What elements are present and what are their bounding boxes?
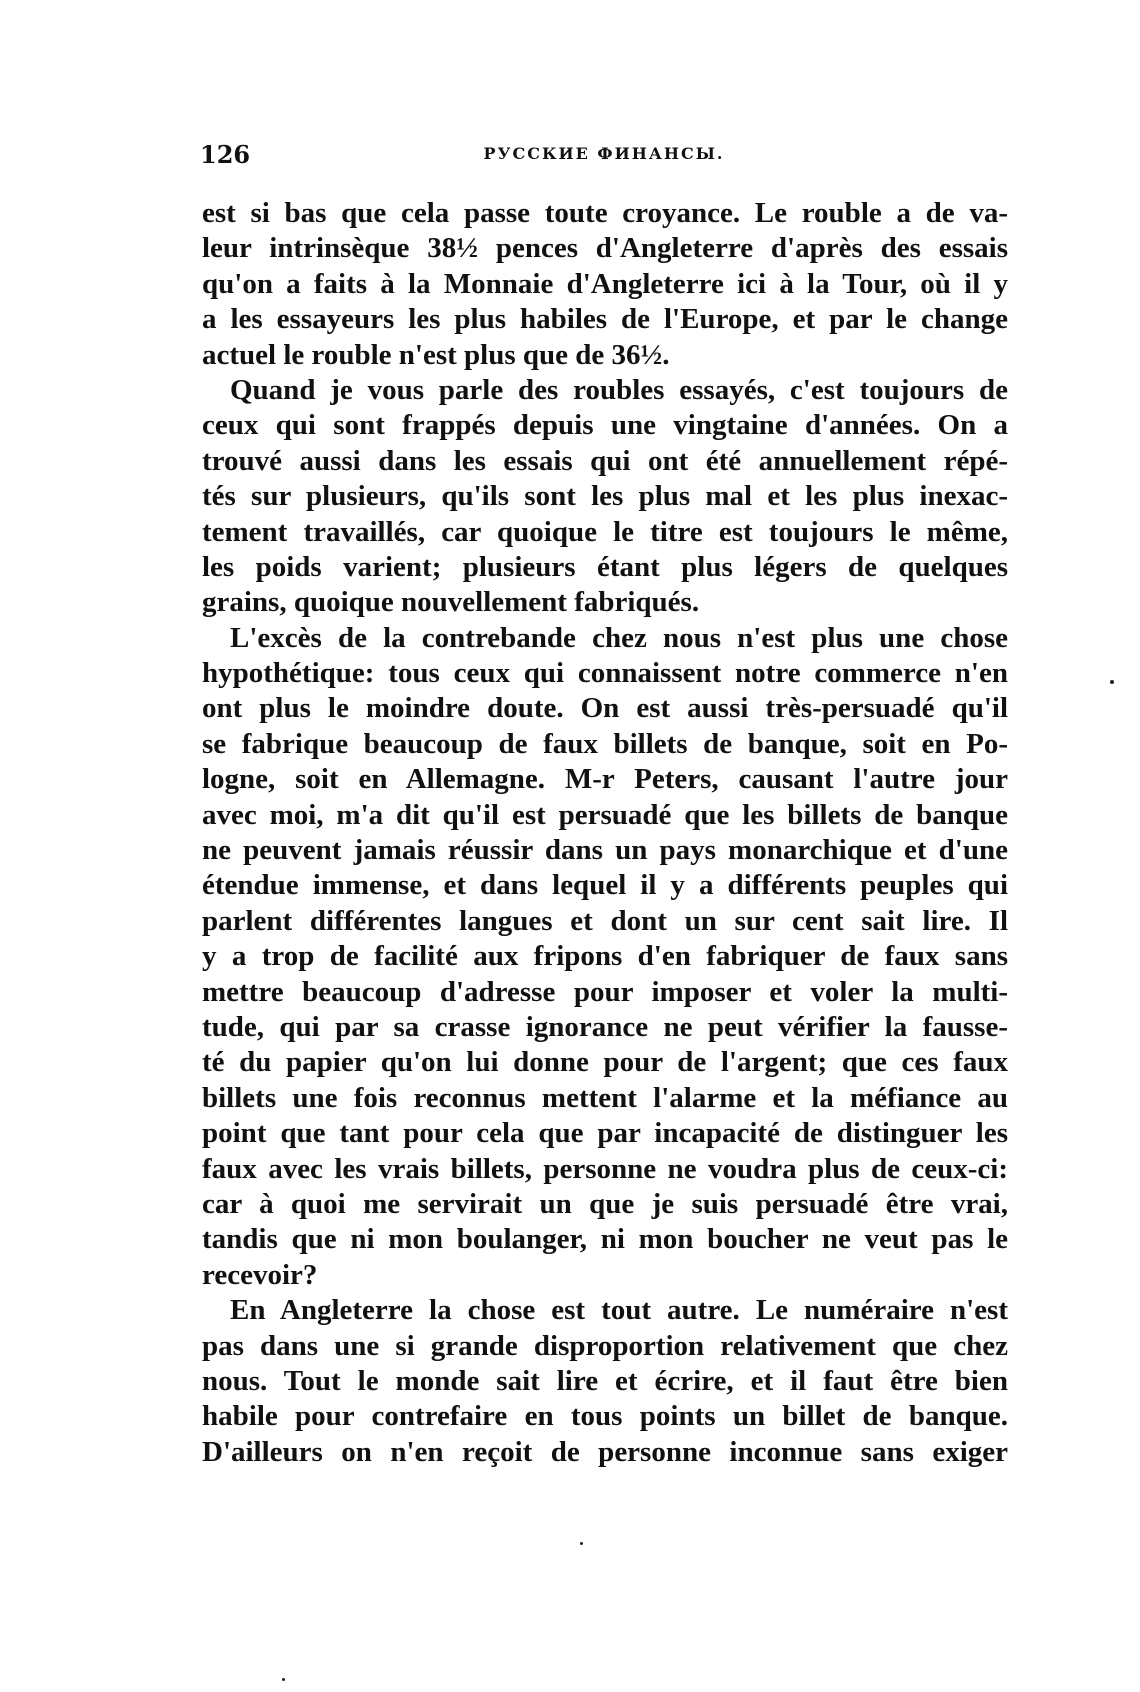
text-line: ceux qui sont frappés depuis une vingtaine d'années. On a	[202, 409, 1008, 442]
text-line: ont plus le moindre doute. On est aussi très-persuadé qu'il	[202, 692, 1008, 725]
text-line: tandis que ni mon boulanger, ni mon boucher ne veut pas le	[202, 1223, 1008, 1256]
text-line: habile pour contrefaire en tous points un billet de banque.	[202, 1400, 1008, 1433]
text-line: se fabrique beaucoup de faux billets de banque, soit en Po-	[202, 727, 1008, 760]
text-line: logne, soit en Allemagne. M-r Peters, causant l'autre jour	[202, 763, 1008, 796]
text-line: avec moi, m'a dit qu'il est persuadé que les billets de banque	[202, 798, 1008, 831]
text-line: trouvé aussi dans les essais qui ont été annuellement répé-	[202, 444, 1008, 477]
text-line: tement travaillés, car quoique le titre est toujours le même,	[202, 515, 1008, 548]
text-line: té du papier qu'on lui donne pour de l'argent; que ces faux	[202, 1046, 1008, 1079]
text-line: pas dans une si grande disproportion relativement que chez	[202, 1329, 1008, 1362]
scan-speck	[282, 1678, 285, 1681]
text-line: faux avec les vrais billets, personne ne voudra plus de ceux-ci:	[202, 1152, 1008, 1185]
text-line: Quand je vous parle des roubles essayés, c'est toujours de	[230, 373, 1008, 406]
text-line: hypothétique: tous ceux qui connaissent notre commerce n'en	[202, 657, 1008, 690]
text-line: actuel le rouble n'est plus que de 36½.	[202, 338, 670, 371]
text-line: est si bas que cela passe toute croyance. Le rouble a de va-	[202, 197, 1008, 229]
text-line: tude, qui par sa crasse ignorance ne peut vérifier la fausse-	[202, 1010, 1008, 1043]
text-line: tés sur plusieurs, qu'ils sont les plus mal et les plus inexac-	[202, 480, 1008, 513]
text-line: étendue immense, et dans lequel il y a différents peuples qui	[202, 869, 1008, 902]
text-line: billets une fois reconnus mettent l'alarme et la méfiance au	[202, 1081, 1008, 1114]
text-line: mettre beaucoup d'adresse pour imposer et voler la multi-	[202, 975, 1008, 1008]
scan-speck	[580, 1542, 583, 1545]
body-text	[202, 196, 1008, 1470]
scan-speck	[1110, 680, 1114, 684]
text-line: parlent différentes langues et dont un sur cent sait lire. Il	[202, 904, 1008, 937]
text-line: grains, quoique nouvellement fabriqués.	[202, 586, 700, 619]
page-number: 126	[200, 140, 251, 169]
text-line: En Angleterre la chose est tout autre. Le numéraire n'est	[230, 1294, 1008, 1327]
text-line: ne peuvent jamais réussir dans un pays monarchique et d'une	[202, 834, 1008, 867]
text-line: leur intrinsèque 38½ pences d'Angleterre d'après des essais	[202, 232, 1008, 265]
running-title: РУССКИЕ ФИНАНСЫ.	[483, 144, 725, 163]
text-line: car à quoi me servirait un que je suis persuadé être vrai,	[202, 1187, 1008, 1220]
text-line: a les essayeurs les plus habiles de l'Europe, et par le change	[202, 303, 1008, 336]
text-line: les poids varient; plusieurs étant plus légers de quelques	[202, 550, 1008, 583]
text-line: point que tant pour cela que par incapacité de distinguer les	[202, 1117, 1008, 1150]
text-line: y a trop de facilité aux fripons d'en fabriquer de faux sans	[202, 940, 1008, 973]
text-line: D'ailleurs on n'en reçoit de personne inconnue sans exiger	[202, 1435, 1008, 1468]
text-line: nous. Tout le monde sait lire et écrire, et il faut être bien	[202, 1364, 1008, 1397]
text-line: recevoir?	[202, 1258, 318, 1291]
text-line: qu'on a faits à la Monnaie d'Angleterre ici à la Tour, où il y	[202, 267, 1008, 300]
text-line: L'excès de la contrebande chez nous n'est plus une chose	[230, 621, 1008, 654]
page-header	[200, 140, 1008, 172]
